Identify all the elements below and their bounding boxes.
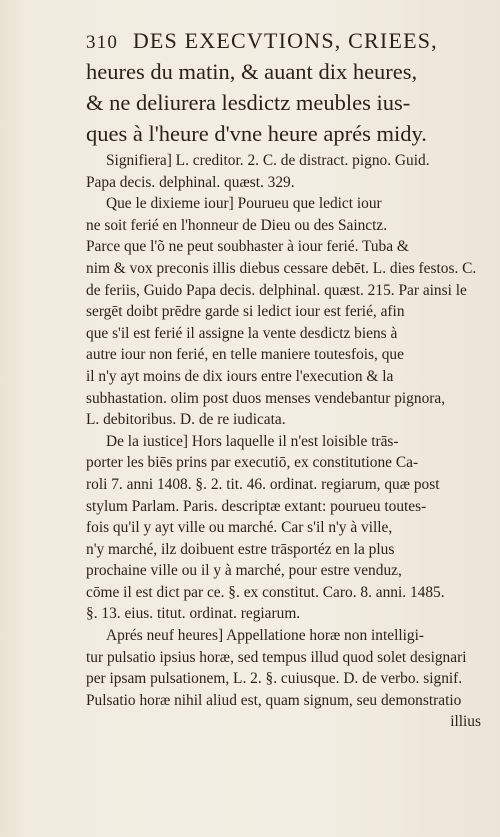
text-line: L. debitoribus. D. de re iudicata.	[86, 411, 286, 429]
lead-paragraph	[86, 56, 481, 149]
commentary-text	[86, 150, 481, 733]
lead-line: & ne deliurera lesdictz meubles ius-	[86, 90, 411, 115]
text-line: que s'il est ferié il assigne la vente desdictz biens à	[86, 324, 398, 342]
running-title: DES EXECVTIONS, CRIEES,	[132, 28, 438, 53]
lead-line: heures du matin, & auant dix heures,	[86, 59, 418, 84]
text-line: tur pulsatio ipsius horæ, sed tempus illud quod solet designari	[86, 648, 467, 666]
text-line: il n'y ayt moins de dix iours entre l'execution & la	[86, 367, 394, 385]
text-line: porter les biēs prins par executiō, ex constitutione Ca-	[86, 454, 419, 472]
running-header	[86, 28, 481, 54]
text-line: illius	[450, 713, 481, 731]
page-number: 310	[86, 32, 119, 53]
text-line: n'y marché, ilz doibuent estre trāsportéz en la plus	[86, 540, 395, 558]
text-line: Aprés neuf heures] Appellatione horæ non intelligi-	[106, 627, 424, 645]
text-line: Pulsatio horæ nihil aliud est, quam signum, seu demonstratio	[86, 691, 462, 709]
text-line: §. 13. eius. titut. ordinat. regiarum.	[86, 605, 301, 623]
text-line: roli 7. anni 1408. §. 2. tit. 46. ordinat. regiarum, quæ post	[86, 475, 440, 493]
text-line: de feriis, Guido Papa decis. delphinal. quæst. 215. Par ainsi le	[86, 281, 467, 299]
text-line: prochaine ville ou il y à marché, pour estre venduz,	[86, 562, 402, 580]
text-line: De la iustice] Hors laquelle il n'est loisible trās-	[106, 432, 399, 450]
text-line: cōme il est dict par ce. §. ex constitut. Caro. 8. anni. 1485.	[86, 583, 445, 601]
text-line: Parce que l'õ ne peut soubhaster à iour ferié. Tuba &	[86, 238, 409, 256]
text-line: stylum Parlam. Paris. descriptæ extant: pourueu toutes-	[86, 497, 427, 515]
text-line: autre iour non ferié, en telle maniere toutesfois, que	[86, 346, 404, 364]
text-line: per ipsam pulsationem, L. 2. §. cuiusque. D. de verbo. signif.	[86, 670, 463, 688]
text-line: sergēt doibt prēdre garde si ledict iour est ferié, afin	[86, 303, 405, 321]
lead-line: ques à l'heure d'vne heure aprés midy.	[86, 121, 427, 146]
text-line: fois qu'il y ayt ville ou marché. Car s'il n'y à ville,	[86, 519, 393, 537]
text-line: Signifiera] L. creditor. 2. C. de distract. pigno. Guid.	[106, 152, 430, 169]
text-line: Papa decis. delphinal. quæst. 329.	[86, 173, 295, 191]
text-line: ne soit ferié en l'honneur de Dieu ou des Sainctz.	[86, 216, 388, 234]
text-line: subhastation. olim post duos menses vendebantur pignora,	[86, 389, 446, 407]
text-line: nim & vox preconis illis diebus cessare debēt. L. dies festos. C.	[86, 259, 477, 277]
text-line: Que le dixieme iour] Pourueu que ledict iour	[106, 195, 382, 213]
